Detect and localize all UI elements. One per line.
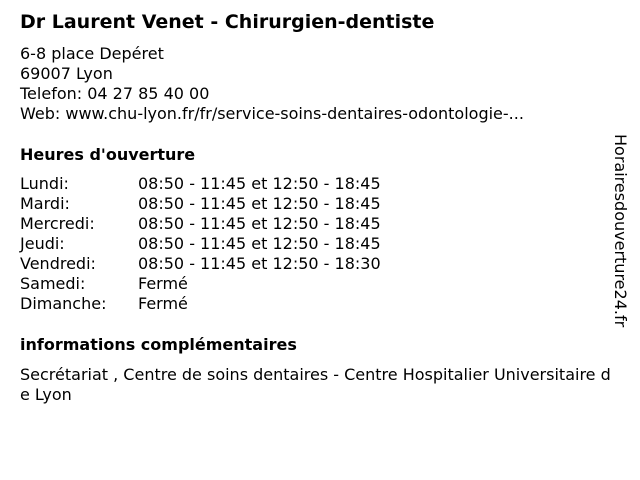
day-label: Jeudi: [20, 234, 65, 253]
day-label: Dimanche: [20, 294, 107, 313]
address-block [20, 44, 524, 124]
website-link[interactable]: Web: www.chu-lyon.fr/fr/service-soins-dentaires-odontologie-... [20, 104, 524, 123]
hours-table [20, 174, 381, 314]
day-label: Lundi: [20, 174, 69, 193]
time-value: Fermé [138, 294, 188, 313]
time-value: 08:50 - 11:45 et 12:50 - 18:45 [138, 194, 381, 213]
time-value: 08:50 - 11:45 et 12:50 - 18:45 [138, 234, 381, 253]
time-value: 08:50 - 11:45 et 12:50 - 18:45 [138, 214, 381, 233]
info-heading: informations complémentaires [20, 335, 297, 354]
day-label: Vendredi: [20, 254, 96, 273]
day-label: Samedi: [20, 274, 86, 293]
address-street: 6-8 place Depéret [20, 44, 164, 63]
page-title: Dr Laurent Venet - Chirurgien-dentiste [20, 11, 435, 33]
hours-heading: Heures d'ouverture [20, 145, 196, 164]
time-value: Fermé [138, 274, 188, 293]
time-value: 08:50 - 11:45 et 12:50 - 18:45 [138, 174, 381, 193]
address-city: 69007 Lyon [20, 64, 113, 83]
time-value: 08:50 - 11:45 et 12:50 - 18:30 [138, 254, 381, 273]
hours-row [20, 294, 381, 314]
phone-number: Telefon: 04 27 85 40 00 [20, 84, 210, 103]
day-label: Mardi: [20, 194, 70, 213]
hours-row [20, 234, 381, 254]
info-text: Secrétariat , Centre de soins dentaires - Centre Hospitalier Universitaire de Lyon [20, 365, 611, 404]
watermark [612, 134, 632, 344]
hours-row [20, 194, 381, 214]
hours-row [20, 254, 381, 274]
day-label: Mercredi: [20, 214, 95, 233]
watermark-text: Horairesdouverture24.fr [611, 134, 630, 328]
hours-row [20, 174, 381, 194]
hours-row [20, 274, 381, 294]
hours-row [20, 214, 381, 234]
